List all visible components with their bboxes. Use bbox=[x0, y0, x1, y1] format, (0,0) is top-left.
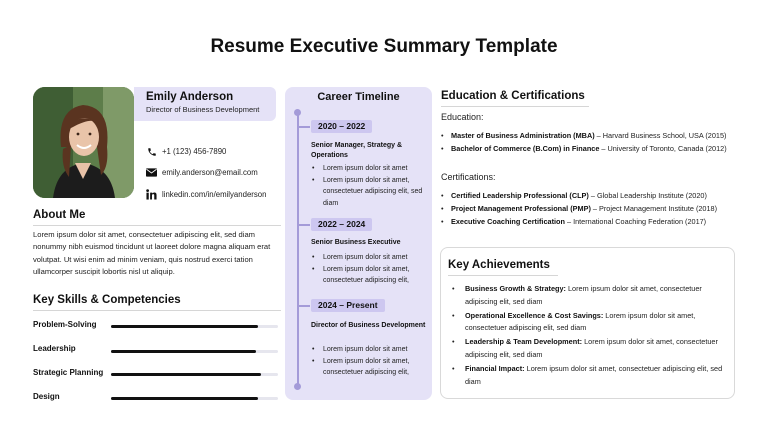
skill-bar-fill bbox=[111, 373, 261, 376]
certifications-list bbox=[441, 190, 741, 228]
timeline-heading: Career Timeline bbox=[317, 91, 400, 103]
skill-label: Design bbox=[33, 392, 60, 401]
list-item bbox=[441, 190, 741, 203]
email-text[interactable]: emily.anderson@email.com bbox=[162, 168, 258, 177]
list-item: • Lorem ipsum dolor sit amet, consectetuer adipiscing elit, bbox=[311, 356, 426, 379]
timeline-period: 2020 – 2022 bbox=[311, 120, 372, 133]
list-item: • Lorem ipsum dolor sit amet, consectetuer adipiscing elit, bbox=[311, 264, 426, 287]
list-item bbox=[441, 216, 741, 229]
education-label: Education: bbox=[441, 112, 484, 122]
achievement-detail: Lorem ipsum dolor sit amet, consectetuer adipiscing elit, sed diam bbox=[465, 337, 718, 359]
timeline-bullets bbox=[311, 252, 426, 287]
about-divider bbox=[33, 225, 281, 226]
education-divider bbox=[441, 106, 589, 107]
list-item bbox=[441, 143, 741, 156]
skill-bar bbox=[111, 373, 278, 376]
phone-text[interactable]: +1 (123) 456-7890 bbox=[162, 147, 227, 156]
skill-bar bbox=[111, 325, 278, 328]
linkedin-text[interactable]: linkedin.com/in/emilyanderson bbox=[162, 190, 267, 199]
education-list bbox=[441, 130, 741, 156]
envelope-icon bbox=[146, 167, 157, 178]
achievement-title: Business Growth & Strategy: bbox=[465, 284, 566, 293]
timeline-tick bbox=[298, 224, 310, 226]
phone-icon bbox=[146, 146, 157, 157]
timeline-dot-start bbox=[294, 109, 301, 116]
certifications-label: Certifications: bbox=[441, 172, 496, 182]
timeline-tick bbox=[298, 305, 310, 307]
list-item bbox=[450, 336, 728, 362]
list-item bbox=[441, 130, 741, 143]
achievement-title: Operational Excellence & Cost Savings: bbox=[465, 310, 604, 320]
achievements-list bbox=[450, 283, 728, 389]
achievement-detail: Lorem ipsum dolor sit amet, consectetuer adipiscing elit, sed diam bbox=[465, 284, 702, 306]
achievement-detail: Lorem ipsum dolor sit amet, consectetuer adipiscing elit, sed diam bbox=[465, 310, 696, 333]
timeline-bullets bbox=[311, 163, 426, 209]
skill-bar bbox=[111, 350, 278, 353]
contact-phone bbox=[146, 146, 226, 157]
list-item bbox=[441, 203, 741, 216]
profile-name: Emily Anderson bbox=[146, 91, 234, 103]
cert-name: Project Management Professional (PMP) bbox=[451, 203, 591, 213]
skill-bar-fill bbox=[111, 397, 258, 400]
timeline-role: Senior Business Executive bbox=[311, 239, 401, 246]
cert-name: Executive Coaching Certification bbox=[451, 216, 565, 226]
linkedin-icon bbox=[146, 189, 157, 200]
profile-photo bbox=[33, 87, 134, 198]
achievements-heading: Key Achievements bbox=[448, 259, 550, 271]
skill-label: Strategic Planning bbox=[33, 368, 104, 377]
skills-divider bbox=[33, 310, 281, 311]
timeline-role: Senior Manager, Strategy & Operations bbox=[311, 142, 403, 159]
list-item: • Lorem ipsum dolor sit amet bbox=[311, 163, 426, 175]
achievement-detail: Lorem ipsum dolor sit amet, consectetuer adipiscing elit, sed diam bbox=[465, 363, 723, 386]
skill-bar-fill bbox=[111, 325, 258, 328]
contact-linkedin bbox=[146, 189, 266, 200]
about-heading: About Me bbox=[33, 209, 86, 221]
page-title: Resume Executive Summary Template bbox=[210, 36, 558, 57]
skill-label: Leadership bbox=[33, 344, 76, 353]
contact-email bbox=[146, 167, 258, 178]
list-item bbox=[450, 283, 728, 309]
achievement-title: Financial Impact: bbox=[465, 363, 525, 373]
cert-detail: – International Coaching Federation (2017) bbox=[564, 216, 707, 226]
skill-label: Problem-Solving bbox=[33, 320, 97, 329]
timeline-tick bbox=[298, 126, 310, 128]
timeline-line bbox=[297, 112, 299, 388]
timeline-dot-end bbox=[294, 383, 301, 390]
skill-bar-fill bbox=[111, 350, 256, 353]
list-item: • Lorem ipsum dolor sit amet, consectetuer adipiscing elit, sed diam bbox=[311, 175, 426, 210]
about-text: Lorem ipsum dolor sit amet, consectetuer adipiscing elit, sed diam nonummy nibh euismod tincidunt ut laoreet dolore magna aliquam erat volutpat. Ut wisi enim ad minim veniam, quis nostrud exerci tation ullamcorper suscipit lobortis nisl ut aliquip. bbox=[33, 230, 271, 277]
list-item bbox=[450, 310, 728, 336]
name-card bbox=[134, 87, 276, 121]
timeline-period: 2024 – Present bbox=[311, 299, 385, 312]
timeline-role: Director of Business Development bbox=[311, 322, 426, 329]
cert-name: Certified Leadership Professional (CLP) bbox=[451, 191, 589, 200]
degree-name: Bachelor of Commerce (B.Com) in Finance bbox=[451, 143, 600, 153]
cert-detail: – Global Leadership Institute (2020) bbox=[588, 191, 707, 200]
skills-heading: Key Skills & Competencies bbox=[33, 294, 181, 306]
timeline-bullets bbox=[311, 344, 426, 379]
list-item bbox=[450, 363, 728, 389]
profile-role: Director of Business Development bbox=[146, 105, 260, 114]
list-item: • Lorem ipsum dolor sit amet bbox=[311, 344, 426, 356]
achievements-divider bbox=[448, 275, 558, 276]
education-heading: Education & Certifications bbox=[441, 90, 585, 102]
list-item: • Lorem ipsum dolor sit amet bbox=[311, 252, 426, 264]
timeline-period: 2022 – 2024 bbox=[311, 218, 372, 231]
degree-detail: – University of Toronto, Canada (2012) bbox=[599, 143, 727, 153]
achievement-title: Leadership & Team Development: bbox=[465, 337, 583, 347]
degree-detail: – Harvard Business School, USA (2015) bbox=[594, 131, 727, 140]
degree-name: Master of Business Administration (MBA) bbox=[451, 131, 595, 140]
skill-bar bbox=[111, 397, 278, 400]
cert-detail: – Project Management Institute (2018) bbox=[590, 203, 718, 213]
